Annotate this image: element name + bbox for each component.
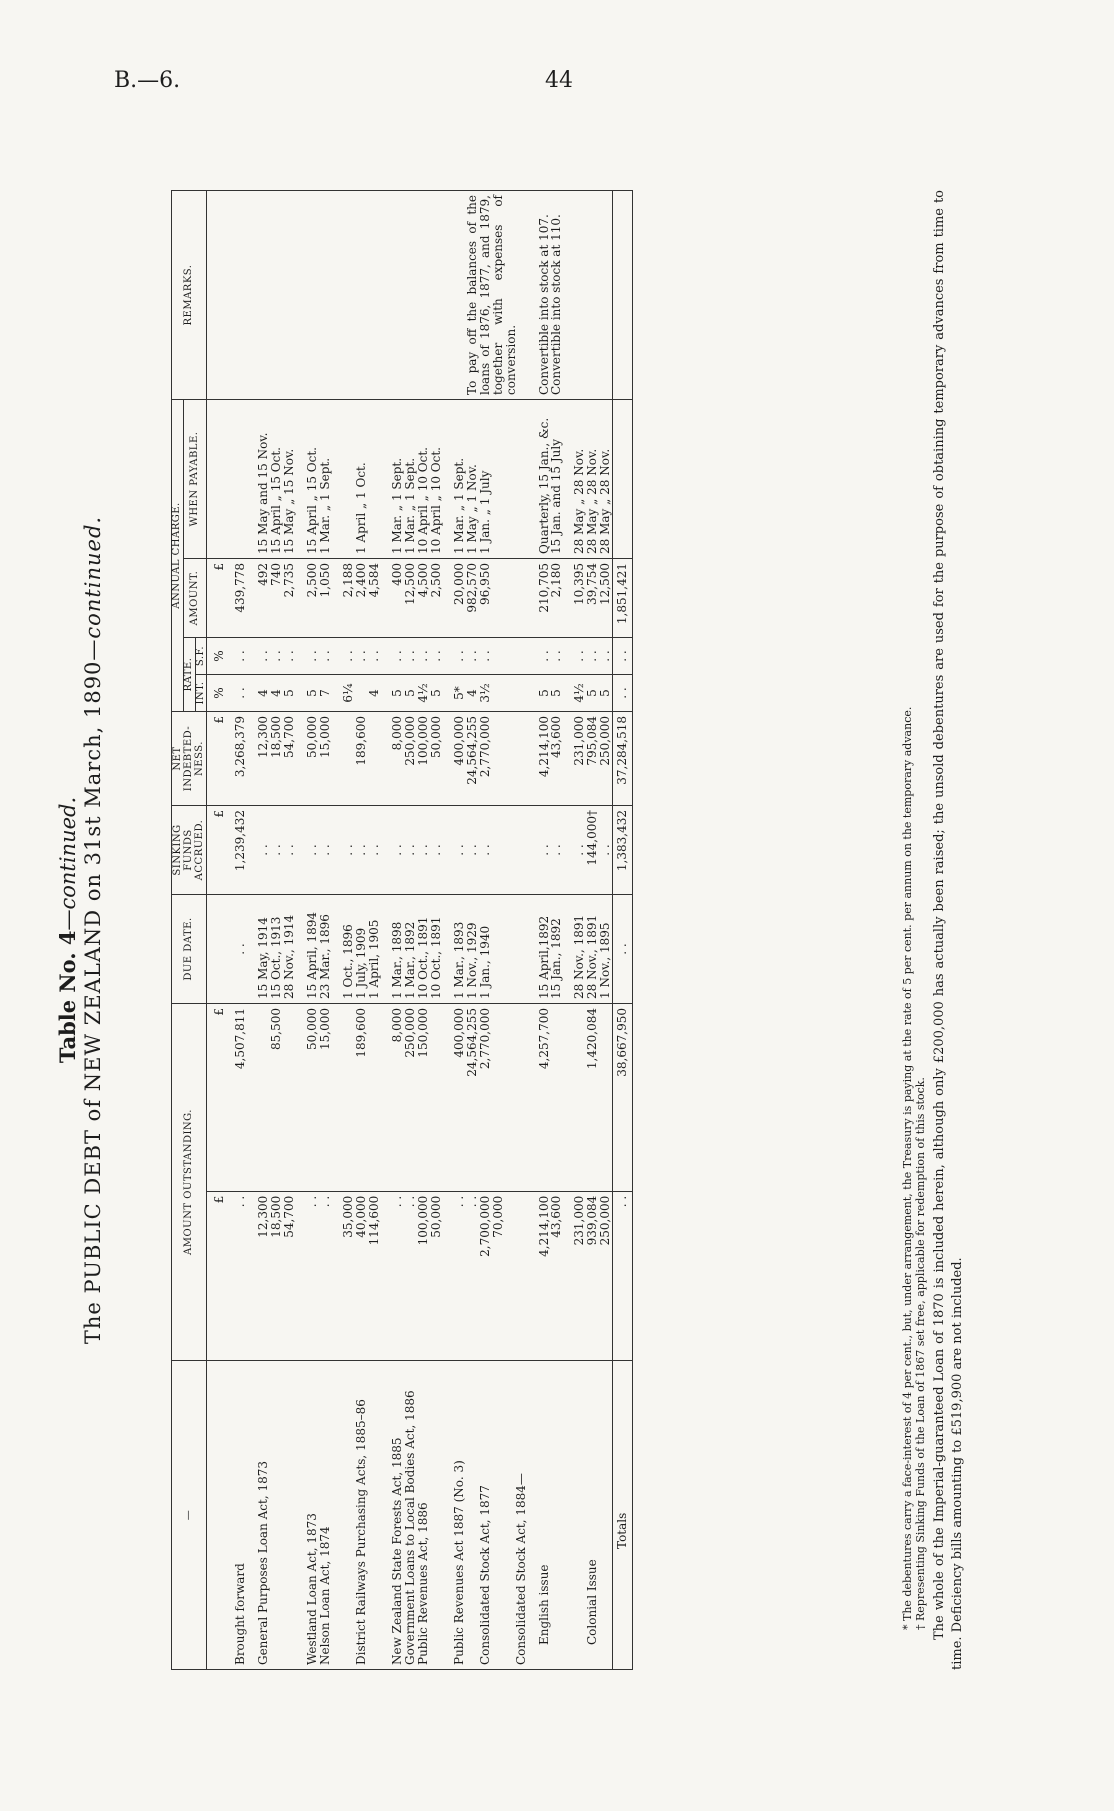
cell-amount: 1,050	[319, 559, 332, 638]
cell-net: 50,000	[296, 712, 319, 806]
cell-net: 54,700	[283, 712, 296, 806]
cell-net: 2,770,000	[479, 712, 492, 806]
cell-item: 939,084	[586, 1191, 599, 1360]
cell-item: 231,000	[563, 1191, 586, 1360]
unit-pound: £	[207, 1191, 234, 1360]
table-row: Nelson Loan Act, 1874 . . 15,000 23 Mar., 1896 . . 15,000 7 . . 1,050 1 Mar. „ 1 Sept.	[319, 191, 332, 1670]
cell-int: 4	[247, 675, 270, 712]
col-when-payable: WHEN PAYABLE.	[183, 400, 207, 559]
cell-net: 50,000	[430, 712, 443, 806]
cell-int: 5	[430, 675, 443, 712]
cell-outstanding: 4,507,811	[234, 1004, 247, 1192]
col-description: —	[172, 1361, 207, 1670]
cell-amount: 1,851,421	[613, 559, 633, 638]
cell-item: 4,214,100	[528, 1191, 551, 1360]
cell-int: 5	[550, 675, 563, 712]
table-row: English issue 4,214,100 4,257,700 15 April,1892 . . 4,214,100 5 . . 210,705 Quarterly, 15 Jan., &c. Convertible into stock at 107.	[528, 191, 551, 1670]
cell-net: 24,564,255	[466, 712, 479, 806]
cell-outstanding: 4,257,700	[528, 1004, 551, 1192]
cell-amount: 982,570	[466, 559, 479, 638]
table-row: Brought forward . . 4,507,811 . . 1,239,432 3,268,379 . . . . 439,778	[234, 191, 247, 1670]
col-sinking-funds: SINKING FUNDS ACCRUED.	[172, 806, 207, 895]
cell-item: 40,000	[355, 1191, 368, 1360]
cell-amount: 12,500	[599, 559, 612, 638]
row-label: Colonial Issue	[586, 1361, 599, 1670]
cell-amount: 740	[270, 559, 283, 638]
cell-item: 18,500	[270, 1191, 283, 1360]
cell-due: 1 Mar., 1893	[443, 895, 466, 1004]
table-row: Colonial Issue 939,084 1,420,084 28 Nov., 1891 144,000† 795,084 5 . . 39,754 28 May „ 28 Nov.	[586, 191, 599, 1670]
row-label: Government Loans to Local Bodies Act, 1886	[404, 1361, 417, 1670]
table-row: 18,500 85,500 15 Oct., 1913 . . 18,500 4 . . 740 15 April „ 15 Oct.	[270, 191, 283, 1670]
cell-when: 15 Jan. and 15 July	[550, 400, 563, 559]
cell-int: 4	[368, 675, 381, 712]
unit-percent: %	[207, 638, 234, 675]
cell-int: 7	[319, 675, 332, 712]
row-label: Totals	[613, 1361, 633, 1670]
cell-outstanding: 150,000	[417, 1004, 430, 1192]
cell-int: 4	[270, 675, 283, 712]
col-due-date: DUE DATE.	[172, 895, 207, 1004]
cell-outstanding: 8,000	[381, 1004, 404, 1192]
col-amount-outstanding: AMOUNT OUTSTANDING.	[172, 1004, 207, 1361]
cell-due: 1 Oct., 1896	[332, 895, 355, 1004]
table-row	[505, 191, 528, 1670]
table-title	[55, 170, 80, 1690]
cell-int: 5	[599, 675, 612, 712]
cell-when: 10 April „ 10 Oct.	[430, 400, 443, 559]
cell-when: 1 Mar. „ 1 Sept.	[381, 400, 404, 559]
cell-due: 15 April,1892	[528, 895, 551, 1004]
cell-when: 15 April „ 15 Oct.	[296, 400, 319, 559]
row-label: Public Revenues Act 1887 (No. 3)	[443, 1361, 466, 1670]
cell-amount: 439,778	[234, 559, 247, 638]
cell-net: 43,600	[550, 712, 563, 806]
cell-amount: 20,000	[443, 559, 466, 638]
cell-due: 15 May, 1914	[247, 895, 270, 1004]
cell-int: 5	[296, 675, 319, 712]
cell-int: 5	[381, 675, 404, 712]
cell-int: 5	[283, 675, 296, 712]
cell-when: Quarterly, 15 Jan., &c.	[528, 400, 551, 559]
cell-net: 250,000	[599, 712, 612, 806]
table-row: 43,600 15 Jan., 1892 . . 43,600 5 . . 2,180 15 Jan. and 15 July Convertible into stock at 110.	[550, 191, 563, 1670]
table-row: 231,000 28 Nov., 1891 . . 231,000 4½ . . 10,395 28 May „ 28 Nov.	[563, 191, 586, 1670]
cell-amount: 2,500	[430, 559, 443, 638]
cell-int: 5	[586, 675, 599, 712]
cell-int: 6¼	[332, 675, 355, 712]
unit-pound: £	[207, 559, 234, 638]
cell-due: 1 Mar., 1898	[381, 895, 404, 1004]
table-row: . . 24,564,255 1 Nov., 1929 . . 24,564,255 4 . . 982,570 1 May „ 1 Nov. To pay off the balances of the loans of 1876, 1877, and 1879, together with expenses of conversion.	[466, 191, 479, 1670]
cell-due: 28 Nov., 1891	[586, 895, 599, 1004]
cell-when: 1 Mar. „ 1 Sept.	[404, 400, 417, 559]
row-label: Consolidated Stock Act, 1877	[479, 1361, 492, 1670]
cell-net: 100,000	[417, 712, 430, 806]
cell-item: 114,600	[368, 1191, 381, 1360]
row-label: New Zealand State Forests Act, 1885	[381, 1361, 404, 1670]
cell-amount: 2,735	[283, 559, 296, 638]
cell-outstanding: 38,667,950	[613, 1004, 633, 1192]
cell-sinking: 1,383,432	[613, 806, 633, 895]
cell-amount: 2,400	[355, 559, 368, 638]
rotated-table-page	[55, 90, 1055, 1690]
col-rate-sf: S.F.	[195, 638, 207, 675]
row-label: General Purposes Loan Act, 1873	[247, 1361, 270, 1670]
cell-due: 1 Nov., 1895	[599, 895, 612, 1004]
remark-conversion: To pay off the balances of the loans of 1876, 1877, and 1879, together with expenses of conversion.	[466, 191, 528, 400]
cell-amount: 39,754	[586, 559, 599, 638]
cell-net: 37,284,518	[613, 712, 633, 806]
table-header	[172, 191, 207, 1670]
table-row: 50,000 10 Oct., 1891 . . 50,000 5 . . 2,500 10 April „ 10 Oct.	[430, 191, 443, 1670]
page-number: 44	[545, 68, 573, 93]
table-row: 35,000 1 Oct., 1896 . . 6¼ . . 2,188	[332, 191, 355, 1670]
cell-net: 12,300	[247, 712, 270, 806]
cell-amount: 4,500	[417, 559, 430, 638]
cell-when: 10 April „ 10 Oct.	[417, 400, 430, 559]
cell-net: 231,000	[563, 712, 586, 806]
cell-amount: 400	[381, 559, 404, 638]
table-row: Government Loans to Local Bodies Act, 1886 . . 250,000 1 Mar., 1892 . . 250,000 5 . . 12,500 1 Mar. „ 1 Sept.	[404, 191, 417, 1670]
footnote: † Representing Sinking Funds of the Loan of 1867 set free, applicable for redemption of this stock.	[914, 1077, 928, 1630]
cell-when: 28 May „ 28 Nov.	[563, 400, 586, 559]
cell-item: 35,000	[332, 1191, 355, 1360]
cell-amount: 210,705	[528, 559, 551, 638]
cell-amount: 2,500	[296, 559, 319, 638]
cell-due: 28 Nov., 1914	[283, 895, 296, 1004]
row-label: Public Revenues Act, 1886	[417, 1361, 430, 1670]
cell-due: 10 Oct., 1891	[430, 895, 443, 1004]
col-rate-int: INT.	[195, 675, 207, 712]
cell-int: 4	[466, 675, 479, 712]
table-subtitle-main: The PUBLIC DEBT of NEW ZEALAND on 31st March, 1890	[81, 660, 105, 1345]
table-row: Public Revenues Act, 1886 100,000 150,000 10 Oct., 1891 . . 100,000 4½ . . 4,500 10 April „ 10 Oct.	[417, 191, 430, 1670]
cell-when: 15 May and 15 Nov.	[247, 400, 270, 559]
col-amount: AMOUNT.	[183, 559, 207, 638]
cell-outstanding: 189,600	[355, 1004, 368, 1192]
cell-item: 50,000	[430, 1191, 443, 1360]
cell-due: 15 Oct., 1913	[270, 895, 283, 1004]
cell-item: 100,000	[417, 1191, 430, 1360]
cell-due: 28 Nov., 1891	[563, 895, 586, 1004]
cell-outstanding: 15,000	[319, 1004, 332, 1192]
table-title-suffix: —continued.	[56, 796, 80, 931]
cell-due: 1 Jan., 1940	[479, 895, 492, 1004]
cell-net: 3,268,379	[234, 712, 247, 806]
table-row: 54,700 28 Nov., 1914 . . 54,700 5 . . 2,735 15 May „ 15 Nov.	[283, 191, 296, 1670]
cell-int: 4½	[563, 675, 586, 712]
cell-when: 1 April „ 1 Oct.	[355, 400, 368, 559]
cell-when: 15 April „ 15 Oct.	[270, 400, 283, 559]
table-row	[492, 191, 505, 1670]
cell-due: 10 Oct., 1891	[417, 895, 430, 1004]
table-row: General Purposes Loan Act, 1873 12,300 15 May, 1914 . . 12,300 4 . . 492 15 May and 15 Nov.	[247, 191, 270, 1670]
cell-when: 28 May „ 28 Nov.	[586, 400, 599, 559]
units-row	[207, 191, 234, 1670]
unit-pound: £	[207, 712, 234, 806]
totals-row: Totals . . 38,667,950 . . 1,383,432 37,284,518 . . . . 1,851,421	[613, 191, 633, 1670]
cell-net: 189,600	[355, 712, 368, 806]
table-row: New Zealand State Forests Act, 1885 . . 8,000 1 Mar., 1898 . . 8,000 5 . . 400 1 Mar. „ 1 Sept.	[381, 191, 404, 1670]
cell-outstanding: 1,420,084	[586, 1004, 599, 1192]
col-remarks: REMARKS.	[172, 191, 207, 400]
cell-due: 1 April, 1905	[368, 895, 381, 1004]
cell-when: 15 May „ 15 Nov.	[283, 400, 296, 559]
row-label: Nelson Loan Act, 1874	[319, 1361, 332, 1670]
row-label: English issue	[528, 1361, 551, 1670]
cell-amount: 492	[247, 559, 270, 638]
table-row: Consolidated Stock Act, 1877 2,700,000 2,770,000 1 Jan., 1940 . . 2,770,000 3½ . . 96,950 1 Jan. „ 1 July	[479, 191, 492, 1670]
cell-when: 28 May „ 28 Nov.	[599, 400, 612, 559]
cell-int: 4½	[417, 675, 430, 712]
cell-remark: Convertible into stock at 110.	[550, 191, 563, 400]
unit-pound: £	[207, 806, 234, 895]
cell-net: 18,500	[270, 712, 283, 806]
table-title-main: Table No. 4	[55, 930, 80, 1064]
cell-net: 250,000	[404, 712, 417, 806]
cell-item: 250,000	[599, 1191, 612, 1360]
cell-due: 1 Mar., 1892	[404, 895, 417, 1004]
row-label: Brought forward	[234, 1361, 247, 1670]
cell-when: 1 Mar. „ 1 Sept.	[443, 400, 466, 559]
cell-outstanding: 24,564,255	[466, 1004, 479, 1192]
table-row: Westland Loan Act, 1873 . . 50,000 15 April, 1894 . . 50,000 5 . . 2,500 15 April „ 15 Oct.	[296, 191, 319, 1670]
cell-int: 5*	[443, 675, 466, 712]
cell-sinking: 1,239,432	[234, 806, 247, 895]
unit-percent: %	[207, 675, 234, 712]
cell-item: 12,300	[247, 1191, 270, 1360]
cell-outstanding: 85,500	[270, 1004, 283, 1192]
cell-amount: 2,180	[550, 559, 563, 638]
cell-int: 5	[404, 675, 417, 712]
cell-item: 2,700,000	[479, 1191, 492, 1360]
note-paragraph: The whole of the Imperial-guaranteed Loan of 1870 is included herein, although only £200,000 has actually been raised; the unsold debentures are used for the purpose of obtaining temporary advances from time to time. Deficiency bills amounting to £519,900 are not included.	[932, 190, 965, 1670]
table-row: 250,000 1 Nov., 1895 . . 250,000 5 . . 12,500 28 May „ 28 Nov.	[599, 191, 612, 1670]
cell-net: 795,084	[586, 712, 599, 806]
table-row: 114,600 1 April, 1905 . . 4 . . 4,584	[368, 191, 381, 1670]
cell-amount: 12,500	[404, 559, 417, 638]
cell-item: 43,600	[550, 1191, 563, 1360]
cell-amount: 2,188	[332, 559, 355, 638]
cell-int: 3½	[479, 675, 492, 712]
cell-net: 8,000	[381, 712, 404, 806]
cell-outstanding: 2,770,000	[479, 1004, 492, 1192]
cell-item: 70,000	[492, 1191, 505, 1360]
cell-outstanding: 250,000	[404, 1004, 417, 1192]
cell-due: 1 Nov., 1929	[466, 895, 479, 1004]
cell-int: 5	[528, 675, 551, 712]
cell-remark: Convertible into stock at 107.	[528, 191, 551, 400]
public-debt-table	[171, 190, 633, 1670]
cell-when: 1 Mar. „ 1 Sept.	[319, 400, 332, 559]
cell-outstanding: 400,000	[443, 1004, 466, 1192]
col-net-indebtedness: NET INDEBTED-NESS.	[172, 712, 207, 806]
cell-due: 15 Jan., 1892	[550, 895, 563, 1004]
row-label: Westland Loan Act, 1873	[296, 1361, 319, 1670]
row-label: Consolidated Stock Act, 1884—	[505, 1361, 528, 1670]
cell-net: 15,000	[319, 712, 332, 806]
row-label: District Railways Purchasing Acts, 1885–86	[355, 1361, 368, 1670]
cell-amount: 10,395	[563, 559, 586, 638]
table-row: Public Revenues Act 1887 (No. 3) . . 400,000 1 Mar., 1893 . . 400,000 5* . . 20,000 1 Mar. „ 1 Sept.	[443, 191, 466, 1670]
cell-amount: 4,584	[368, 559, 381, 638]
unit-pound: £	[207, 1004, 234, 1192]
col-rate: RATE.	[183, 638, 195, 712]
table-subtitle	[81, 170, 105, 1690]
cell-due: 15 April, 1894	[296, 895, 319, 1004]
footnotes	[901, 190, 927, 1670]
cell-due: 23 Mar., 1896	[319, 895, 332, 1004]
col-annual-charge: ANNUAL CHARGE.	[172, 400, 184, 712]
cell-when: 1 May „ 1 Nov.	[466, 400, 479, 559]
cell-item: 54,700	[283, 1191, 296, 1360]
cell-due: 1 July, 1909	[355, 895, 368, 1004]
cell-when: 1 Jan. „ 1 July	[479, 400, 492, 559]
cell-net: 4,214,100	[528, 712, 551, 806]
cell-amount: 96,950	[479, 559, 492, 638]
footnote: * The debentures carry a face-interest of 4 per cent., but, under arrangement, the Treasury is paying at the rate of 5 per cent. per annum on the temporary advance.	[901, 706, 914, 1630]
cell-net: 400,000	[443, 712, 466, 806]
table-row: District Railways Purchasing Acts, 1885–86 40,000 189,600 1 July, 1909 . . 189,600 . . 2,400 1 April „ 1 Oct.	[355, 191, 368, 1670]
cell-sinking: 144,000†	[586, 806, 599, 895]
page-ref: B.—6.	[114, 68, 181, 93]
table-subtitle-suffix: —continued.	[81, 515, 105, 661]
cell-outstanding: 50,000	[296, 1004, 319, 1192]
